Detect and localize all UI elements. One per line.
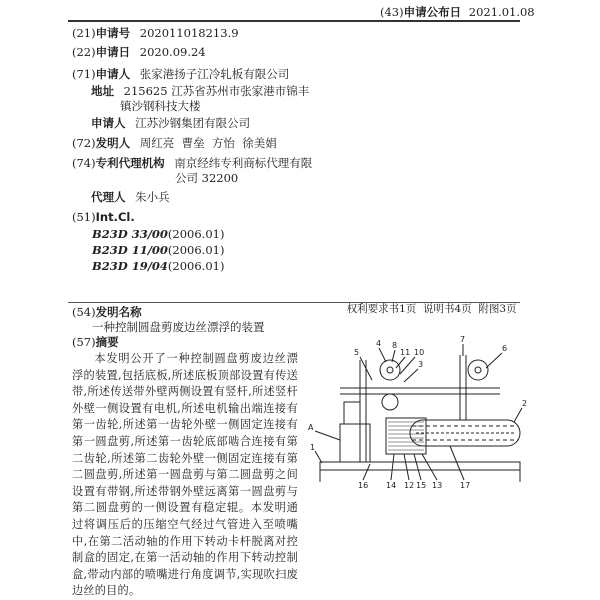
fig-label-13: 13 [432,481,443,490]
fig-label-8: 8 [392,341,398,350]
fig-label-6: 6 [502,344,508,353]
app-date-field: (22)申请日 2020.09.24 [72,45,206,59]
fig-label-14: 14 [386,481,397,490]
agent-field: 代理人 朱小兵 [91,190,170,204]
abstract-text: 本发明公开了一种控制圆盘剪废边丝漂浮的装置,包括底板,所述底板顶部设置有传送带,所述传送带外壁两侧设置有竖杆,所述竖杆外壁一侧设置有电机,所述电机输出端连接有第一齿轮,所述第一齿轮外壁一侧固定连接有第一圆盘剪,所述第一齿轮底部啮合连接有第二齿轮,所述第二齿轮外壁一侧固定连接有第二圆盘剪,所述第一圆盘剪与第二圆盘剪之间设置有带钢,所述带钢外壁远离第一圆盘剪与第二圆盘剪的一侧设置有稳定辊。本发明通过将调压后的压缩空气经过气管进入至喷嘴中,在第二活动轴的作用下转动卡杆脱离对控制盒的固定,在第一活动轴的作用下转动控制盒,带动内部的喷嘴进行角度调节,实现吹扫废边丝的目的。 [72,352,298,598]
intcl-item-1: B23D 33/00(2006.01) [92,227,225,241]
agency-field: (74)专利代理机构 南京经纬专利商标代理有限 [72,156,313,170]
fig-label-16: 16 [358,481,369,490]
pages-info: 权利要求书1页 说明书4页 附图3页 [346,303,517,315]
fig-label-1: 1 [310,443,316,452]
invention-title: 一种控制圆盘剪废边丝漂浮的装置 [92,320,265,334]
fig-label-4: 4 [376,339,382,348]
fig-label-A: A [308,423,314,432]
pub-date-line: (43)申请公布日 2021.01.08 [380,5,535,19]
fig-label-10: 10 [414,348,425,357]
abstract-figure [300,330,532,500]
abstract-label: (57)摘要 [72,335,119,349]
fig-label-11: 11 [400,348,411,357]
address-field: 地址 215625 江苏省苏州市张家港市锦丰 [91,84,310,98]
base-plate [320,462,520,470]
applicant-field: (71)申请人 张家港扬子江冷轧板有限公司 [72,67,290,81]
address-line2: 镇沙钢科技大楼 [120,99,201,113]
fig-label-7: 7 [460,335,466,344]
fig-label-5: 5 [354,348,360,357]
stabilizer-roll [468,360,488,380]
header-rule [68,20,520,22]
intcl-field: (51)Int.Cl. [72,210,135,224]
fig-label-15: 15 [416,481,427,490]
section-rule [68,302,520,303]
agency-line2: 公司 32200 [175,171,239,185]
intcl-item-3: B23D 19/04(2006.01) [92,259,225,273]
control-box [386,418,426,454]
first-disc-shear [380,360,400,380]
fig-label-12: 12 [404,481,415,490]
intcl-item-2: B23D 11/00(2006.01) [92,243,225,257]
applicant2-field: 申请人 江苏沙钢集团有限公司 [91,116,251,130]
title-label: (54)发明名称 [72,305,142,319]
inventors-field: (72)发明人 周红亮 曹垒 方怡 徐美娟 [72,136,277,150]
motor [344,402,360,424]
fig-label-2: 2 [522,399,528,408]
app-no-field: (21)申请号 202011018213.9 [72,26,239,40]
fig-label-17: 17 [460,481,471,490]
fig-label-3: 3 [418,360,424,369]
